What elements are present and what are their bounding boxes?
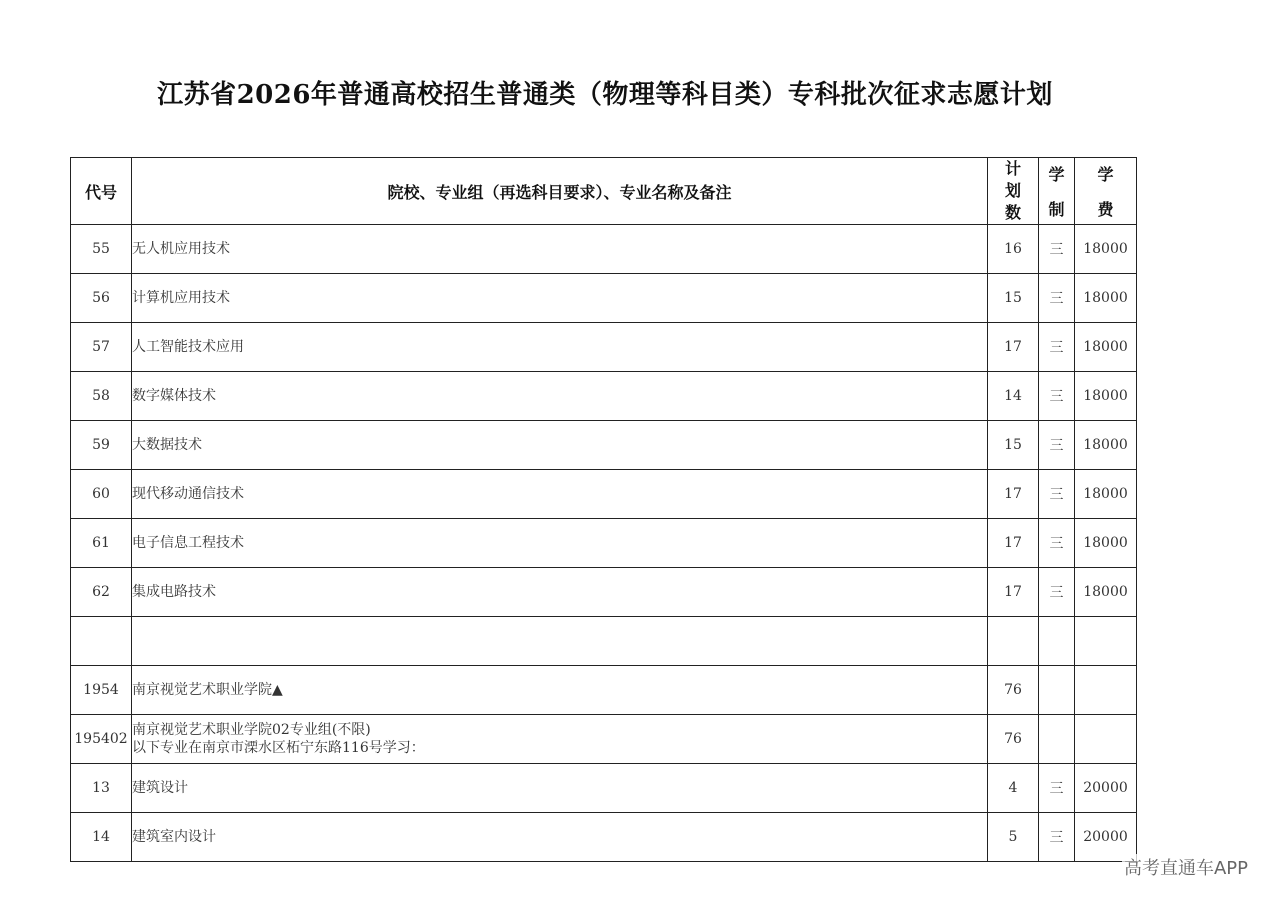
cell-plan	[988, 617, 1039, 666]
cell-code: 61	[71, 519, 132, 568]
table-row	[71, 470, 1137, 519]
cell-code	[71, 617, 132, 666]
cell-name	[132, 274, 988, 323]
cell-name	[132, 421, 988, 470]
cell-code: 13	[71, 764, 132, 813]
cell-years	[1039, 715, 1075, 764]
cell-name-note: 以下专业在南京市溧水区柘宁东路116号学习：	[132, 740, 425, 756]
cell-name-text: 建筑室内设计	[132, 829, 216, 845]
cell-code: 58	[71, 372, 132, 421]
cell-name-text: 南京视觉艺术职业学院▲	[132, 682, 283, 698]
table-row	[71, 225, 1137, 274]
cell-years: 三	[1039, 519, 1075, 568]
cell-name-text: 无人机应用技术	[132, 241, 230, 257]
cell-code: 56	[71, 274, 132, 323]
cell-name-text: 大数据技术	[132, 437, 202, 453]
header-name: 院校、专业组（再选科目要求）、专业名称及备注	[132, 158, 988, 225]
table-row	[71, 813, 1137, 862]
cell-plan: 15	[988, 274, 1039, 323]
table-header-row	[71, 158, 1137, 225]
cell-name	[132, 323, 988, 372]
cell-name-text: 南京视觉艺术职业学院02专业组(不限)	[132, 722, 371, 738]
cell-name	[132, 372, 988, 421]
header-fee	[1075, 158, 1137, 225]
cell-name-text: 电子信息工程技术	[132, 535, 244, 551]
cell-name	[132, 519, 988, 568]
cell-name	[132, 225, 988, 274]
cell-fee: 18000	[1075, 323, 1137, 372]
cell-fee: 18000	[1075, 568, 1137, 617]
cell-plan: 17	[988, 568, 1039, 617]
cell-code: 59	[71, 421, 132, 470]
cell-fee: 18000	[1075, 519, 1137, 568]
cell-code: 14	[71, 813, 132, 862]
header-fee-char: 费	[1097, 200, 1114, 219]
document-title: 江苏省2026年普通高校招生普通类（物理等科目类）专科批次征求志愿计划	[157, 80, 1053, 110]
header-plan	[988, 158, 1039, 225]
cell-name	[132, 813, 988, 862]
cell-name	[132, 470, 988, 519]
cell-name	[132, 715, 988, 764]
table-row	[71, 519, 1137, 568]
cell-plan: 14	[988, 372, 1039, 421]
cell-plan: 17	[988, 519, 1039, 568]
cell-fee: 20000	[1075, 813, 1137, 862]
table-row	[71, 568, 1137, 617]
cell-plan: 17	[988, 470, 1039, 519]
table-row	[71, 274, 1137, 323]
admission-plan-table	[70, 157, 1137, 862]
cell-fee: 18000	[1075, 470, 1137, 519]
cell-name-text: 数字媒体技术	[132, 388, 216, 404]
cell-years: 三	[1039, 568, 1075, 617]
table-row	[71, 421, 1137, 470]
cell-code: 60	[71, 470, 132, 519]
cell-name-text: 计算机应用技术	[132, 290, 230, 306]
cell-code: 62	[71, 568, 132, 617]
table-row	[71, 764, 1137, 813]
cell-name	[132, 568, 988, 617]
cell-fee	[1075, 617, 1137, 666]
cell-years	[1039, 666, 1075, 715]
cell-years: 三	[1039, 225, 1075, 274]
cell-name-text: 人工智能技术应用	[132, 339, 244, 355]
table-row	[71, 617, 1137, 666]
cell-plan: 76	[988, 666, 1039, 715]
cell-years: 三	[1039, 764, 1075, 813]
table-row	[71, 715, 1137, 764]
cell-name-text: 现代移动通信技术	[132, 486, 244, 502]
header-plan-char: 数	[1004, 203, 1021, 222]
cell-years: 三	[1039, 470, 1075, 519]
cell-plan: 5	[988, 813, 1039, 862]
header-years-char: 制	[1048, 200, 1065, 219]
cell-plan: 17	[988, 323, 1039, 372]
cell-name	[132, 617, 988, 666]
watermark-text: 高考直通车APP	[1122, 854, 1250, 880]
cell-plan: 16	[988, 225, 1039, 274]
cell-fee: 18000	[1075, 274, 1137, 323]
cell-years: 三	[1039, 323, 1075, 372]
cell-name	[132, 764, 988, 813]
cell-years: 三	[1039, 813, 1075, 862]
header-plan-char: 计	[1004, 159, 1021, 178]
header-plan-char: 划	[1004, 181, 1021, 200]
cell-name-text: 集成电路技术	[132, 584, 216, 600]
table-row	[71, 323, 1137, 372]
cell-name-text: 建筑设计	[132, 780, 188, 796]
cell-code: 195402	[71, 715, 132, 764]
cell-fee	[1075, 666, 1137, 715]
cell-code: 57	[71, 323, 132, 372]
cell-fee: 18000	[1075, 421, 1137, 470]
cell-fee	[1075, 715, 1137, 764]
header-years-char: 学	[1048, 165, 1065, 184]
cell-code: 55	[71, 225, 132, 274]
header-code: 代号	[71, 158, 132, 225]
cell-name	[132, 666, 988, 715]
cell-plan: 15	[988, 421, 1039, 470]
header-fee-char: 学	[1097, 165, 1114, 184]
cell-fee: 20000	[1075, 764, 1137, 813]
cell-years: 三	[1039, 274, 1075, 323]
cell-plan: 4	[988, 764, 1039, 813]
cell-fee: 18000	[1075, 372, 1137, 421]
cell-code: 1954	[71, 666, 132, 715]
cell-fee: 18000	[1075, 225, 1137, 274]
cell-years	[1039, 617, 1075, 666]
cell-plan: 76	[988, 715, 1039, 764]
header-years	[1039, 158, 1075, 225]
table-row	[71, 666, 1137, 715]
table-row	[71, 372, 1137, 421]
cell-years: 三	[1039, 372, 1075, 421]
cell-years: 三	[1039, 421, 1075, 470]
